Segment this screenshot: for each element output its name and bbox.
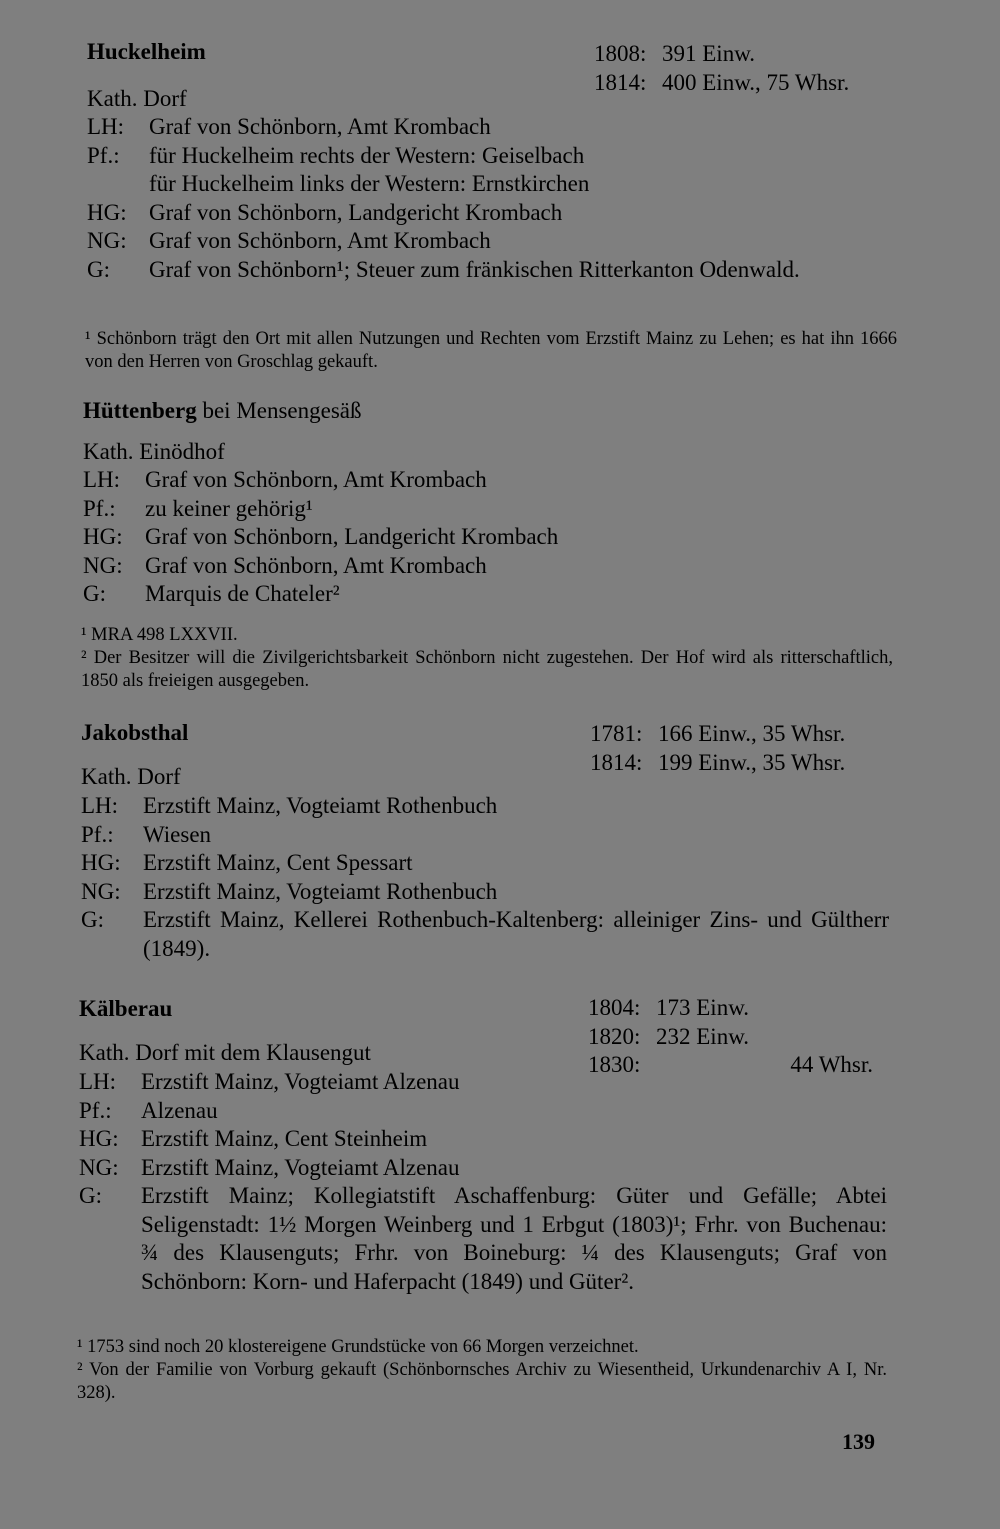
field-row: LH: Erzstift Mainz, Vogteiamt Alzenau	[79, 1069, 460, 1094]
stat-row: 1781: 166 Einw., 35 Whsr.	[590, 721, 846, 746]
field-row: G: Graf von Schönborn¹; Steuer zum fränkischen Ritterkanton Odenwald.	[87, 256, 800, 282]
field-row: HG: Erzstift Mainz, Cent Steinheim	[79, 1126, 428, 1151]
footnotes	[81, 624, 893, 693]
footnotes	[85, 328, 897, 374]
field-row: Pf.: Alzenau	[79, 1097, 218, 1123]
field-row: LH: Graf von Schönborn, Amt Krombach	[87, 114, 491, 139]
field-row: Pf.: zu keiner gehörig¹	[83, 495, 313, 521]
field-row: HG: Graf von Schönborn, Landgericht Krombach	[83, 524, 559, 549]
stat-row: 1820: 232 Einw.	[588, 1023, 750, 1049]
field-row: Pf.: für Huckelheim rechts der Western: Geiselbach	[87, 142, 585, 168]
settlement-type: Kath. Einödhof	[83, 439, 225, 464]
entry-title: Jakobsthal	[81, 720, 189, 745]
field-row: HG: Graf von Schönborn, Landgericht Krombach	[87, 199, 563, 225]
stat-row: 1814: 199 Einw., 35 Whsr.	[590, 749, 846, 775]
entry-title: Kälberau	[79, 996, 173, 1021]
stat-row: 1830: 44 Whsr.	[588, 1052, 873, 1077]
field-row: NG: Erzstift Mainz, Vogteiamt Rothenbuch	[81, 878, 498, 904]
field-row: LH: Graf von Schönborn, Amt Krombach	[83, 467, 487, 492]
field-row: G: Marquis de Chateler²	[83, 581, 340, 606]
footnote: ¹ MRA 498 LXXVII.	[81, 625, 238, 645]
footnote: ¹ 1753 sind noch 20 klostereigene Grundstücke von 66 Morgen verzeichnet.	[77, 1337, 639, 1357]
stat-row: 1808: 391 Einw.	[594, 41, 756, 66]
footnote: ² Der Besitzer will die Zivilgerichtsbarkeit Schönborn nicht zugestehen. Der Hof wird als ritterschaftlich, 1850 als freieigen ausgegeben.	[81, 648, 893, 691]
field-row: G: Erzstift Mainz; Kollegiatstift Aschaffenburg: Güter und Gefälle; Abtei Seligenstadt: 1½ Morgen Weinberg und 1 Erbgut (1803)¹; Frhr. von Buchenau: ¾ des Klausenguts; Frhr. von Boineburg: ¼ des Klausenguts; Graf von Schönborn: Korn- und Haferpacht (1849) und Güter².	[79, 1183, 887, 1294]
stat-row: 1814: 400 Einw., 75 Whsr.	[594, 69, 850, 95]
field-row: LH: Erzstift Mainz, Vogteiamt Rothenbuch	[81, 793, 498, 818]
entry-fields	[87, 113, 897, 284]
settlement-type: Kath. Dorf	[87, 86, 187, 111]
field-row: NG: Graf von Schönborn, Amt Krombach	[83, 552, 487, 578]
settlement-type: Kath. Dorf	[81, 764, 181, 789]
population-stats	[594, 40, 849, 97]
entry-fields	[81, 792, 889, 963]
entry-title: Huckelheim	[87, 39, 206, 64]
page-number: 139	[842, 1429, 875, 1454]
entry-fields	[83, 466, 897, 609]
field-row: für Huckelheim links der Western: Ernstkirchen	[149, 171, 590, 196]
population-stats	[590, 720, 845, 777]
population-stats	[588, 994, 873, 1080]
entry-fields	[79, 1068, 887, 1296]
entry-title: Hüttenberg bei Mensengesäß	[83, 398, 362, 423]
field-row: Pf.: Wiesen	[81, 821, 212, 847]
field-row: NG: Graf von Schönborn, Amt Krombach	[87, 228, 491, 253]
stat-row: 1804: 173 Einw.	[588, 995, 750, 1020]
field-row: HG: Erzstift Mainz, Cent Spessart	[81, 850, 413, 875]
footnote: ² Von der Familie von Vorburg gekauft (Schönbornsches Archiv zu Wiesentheid, Urkundenarchiv A I, Nr. 328).	[77, 1360, 887, 1403]
settlement-type: Kath. Dorf mit dem Klausengut	[79, 1040, 371, 1065]
field-row: G: Erzstift Mainz, Kellerei Rothenbuch-Kaltenberg: alleiniger Zins- und Gültherr (1849).	[81, 907, 889, 961]
footnote: ¹ Schönborn trägt den Ort mit allen Nutzungen und Rechten vom Erzstift Mainz zu Lehen; es hat ihn 1666 von den Herren von Groschlag gekauft.	[85, 329, 897, 372]
footnotes	[77, 1336, 887, 1405]
field-row: NG: Erzstift Mainz, Vogteiamt Alzenau	[79, 1154, 460, 1180]
